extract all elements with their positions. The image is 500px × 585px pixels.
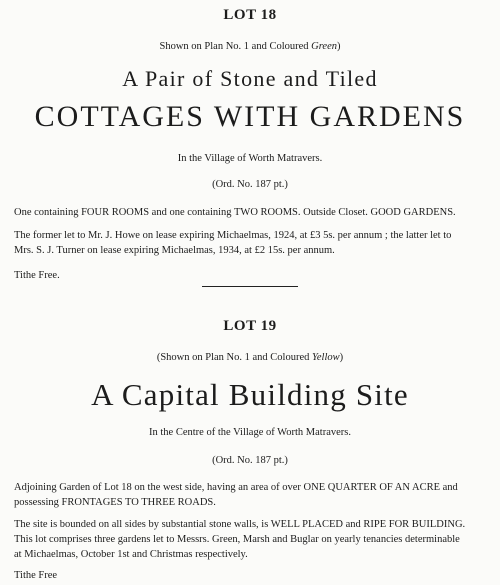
lot-18-ord: (Ord. No. 187 pt.) (212, 179, 288, 190)
lot-19-ord: (Ord. No. 187 pt.) (212, 455, 288, 466)
lot-18-plan-note (0, 41, 500, 52)
lot-18-plan-prefix: Shown on Plan No. 1 and Coloured (159, 41, 312, 52)
lot-19-title: A Capital Building Site (91, 377, 409, 412)
lot-18-tenancy-line1: The former let to Mr. J. Howe on lease expiring Michaelmas, 1924, at £3 5s. per annum ; the latter let to (14, 230, 452, 241)
lot-19-plan-prefix: (Shown on Plan No. 1 and Coloured (156, 352, 313, 363)
lot-18-heading: LOT 18 (223, 7, 277, 23)
lot-18-plan-suffix: ) (337, 41, 341, 52)
lot-19-site-line1: The site is bounded on all sides by substantial stone walls, is WELL PLACED and RIPE FOR BUILDING. (14, 519, 466, 530)
lot-19-site-line3: at Michaelmas, October 1st and Christmas respectively. (14, 549, 248, 560)
lot-19-location: In the Centre of the Village of Worth Matravers. (149, 427, 351, 438)
lot-18-tenancy-line2: Mrs. S. J. Turner on lease expiring Michaelmas, 1934, at £2 15s. per annum. (14, 245, 335, 256)
lot-18-plan-colour: Green (311, 41, 338, 52)
section-divider (202, 286, 298, 287)
lot-19-heading: LOT 19 (223, 318, 277, 334)
lot-18-title-line1: A Pair of Stone and Tiled (122, 66, 378, 91)
lot-19-tithe: Tithe Free (14, 570, 58, 581)
lot-18-tithe: Tithe Free. (14, 270, 60, 281)
lot-19-plan-suffix: ) (339, 352, 344, 363)
lot-19-adjoining-line2: possessing FRONTAGES TO THREE ROADS. (14, 497, 216, 508)
lot-18-location: In the Village of Worth Matravers. (177, 153, 323, 164)
lot-18-description: One containing FOUR ROOMS and one containing TWO ROOMS. Outside Closet. GOOD GARDENS. (14, 207, 456, 218)
lot-19-plan-colour: Yellow (312, 352, 340, 363)
lot-18-title-line2: COTTAGES WITH GARDENS (34, 100, 466, 133)
lot-19-site-line2: This lot comprises three gardens let to Messrs. Green, Marsh and Buglar on yearly tenancies determinable (14, 534, 460, 545)
lot-19-adjoining-line1: Adjoining Garden of Lot 18 on the west side, having an area of over ONE QUARTER OF AN ACRE and (14, 482, 458, 493)
lot-19-plan-note (0, 352, 500, 363)
